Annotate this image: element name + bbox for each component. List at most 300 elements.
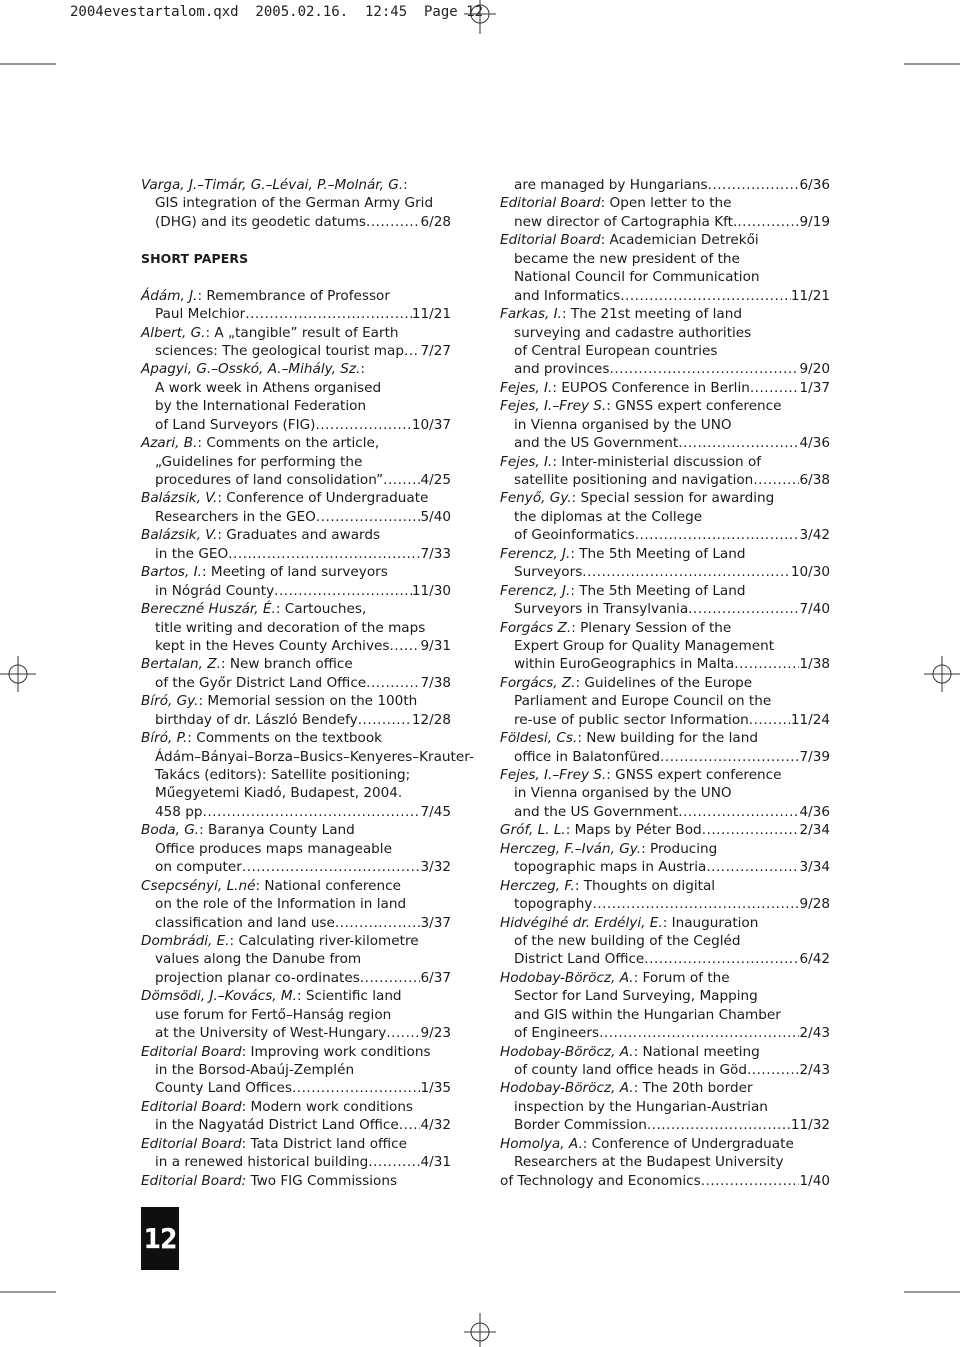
entry-line bbox=[500, 360, 830, 378]
page-ref: 10/30 bbox=[790, 564, 830, 581]
entry-text: of Central European countries bbox=[514, 342, 718, 359]
entry-text: Fejes, I. bbox=[500, 379, 553, 396]
entry-text: Bíró, P. bbox=[141, 730, 188, 747]
entry-author-line bbox=[500, 1043, 830, 1061]
entry-text: Herczeg, F.–Iván, Gy. bbox=[500, 840, 642, 857]
crop-marks-top-right bbox=[900, 26, 960, 66]
dot-leader bbox=[242, 858, 421, 876]
entry-text: Researchers at the Budapest University bbox=[514, 1154, 784, 1171]
page-ref: 10/37 bbox=[411, 416, 451, 433]
entry-text: : Forum of the bbox=[633, 969, 730, 986]
entry-text: Dömsödi, J.–Kovács, M. bbox=[141, 988, 297, 1005]
entry-author-line bbox=[500, 969, 830, 987]
entry-text: County Land Offices bbox=[155, 1080, 292, 1097]
page-ref: 1/35 bbox=[420, 1080, 451, 1097]
entry-text: in Vienna organised by the UNO bbox=[514, 416, 732, 433]
dot-leader bbox=[635, 526, 800, 544]
entry-text: Műegyetemi Kiadó, Budapest, 2004. bbox=[155, 785, 403, 802]
entry-text: of Engineers bbox=[514, 1025, 600, 1042]
entry-text: Researchers in the GEO bbox=[155, 508, 316, 525]
entry-author-line bbox=[141, 1172, 451, 1190]
registration-mark-left bbox=[0, 654, 36, 694]
dot-leader bbox=[389, 637, 420, 655]
dot-leader bbox=[360, 969, 421, 987]
entry-text: Bertalan, Z. bbox=[141, 656, 221, 673]
entry-author-line bbox=[500, 545, 830, 563]
entry-text: : Scientific land bbox=[296, 988, 402, 1005]
entry-text: : New branch office bbox=[220, 656, 353, 673]
dot-leader bbox=[315, 416, 411, 434]
entry-line bbox=[141, 858, 451, 876]
entry-text: topography bbox=[514, 896, 593, 913]
page-ref: 7/45 bbox=[420, 803, 451, 820]
dot-leader bbox=[734, 655, 799, 673]
entry-line bbox=[141, 637, 451, 655]
entry-text: : Plenary Session of the bbox=[571, 619, 732, 636]
page-ref: 6/42 bbox=[799, 951, 830, 968]
entry-text: Fejes, I.–Frey S. bbox=[500, 398, 607, 415]
page-ref: 2/43 bbox=[799, 1062, 830, 1078]
entry-line bbox=[500, 803, 830, 821]
page-ref: 9/20 bbox=[799, 361, 830, 378]
entry-text: Border Commission bbox=[514, 1117, 647, 1134]
entry-text: within EuroGeographics in Malta bbox=[514, 656, 735, 673]
entry-line bbox=[141, 914, 451, 932]
entry-text: Fejes, I.–Frey S. bbox=[500, 767, 607, 783]
page-ref: 11/21 bbox=[790, 287, 830, 304]
entry-author-line bbox=[500, 453, 830, 471]
entry-author-line bbox=[500, 729, 830, 747]
page-ref: 5/40 bbox=[420, 508, 451, 525]
entry-author-line bbox=[500, 397, 830, 415]
dot-leader bbox=[316, 508, 421, 526]
entry-text: : Remembrance of Professor bbox=[197, 287, 390, 304]
dot-leader bbox=[610, 360, 800, 378]
entry-line bbox=[500, 471, 830, 489]
entry-line bbox=[500, 895, 830, 913]
dot-leader bbox=[366, 213, 420, 231]
page-ref: 9/31 bbox=[420, 637, 451, 654]
entry-author-line bbox=[500, 619, 830, 637]
page-ref: 11/32 bbox=[790, 1117, 830, 1134]
entry-author-line bbox=[500, 582, 830, 600]
entry-line bbox=[141, 416, 451, 434]
page-ref: 11/24 bbox=[790, 711, 830, 728]
dot-leader bbox=[383, 471, 420, 489]
entry-text: : Modern work conditions bbox=[241, 1098, 414, 1115]
page-ref: 11/21 bbox=[411, 306, 451, 323]
entry-author-line bbox=[141, 729, 451, 747]
entry-line bbox=[141, 582, 451, 600]
entry-line bbox=[500, 655, 830, 673]
entry-text: National Council for Communication bbox=[514, 269, 760, 286]
page-ref: 4/36 bbox=[799, 435, 830, 452]
entry-text: and the US Government bbox=[514, 803, 679, 820]
entry-text: Balázsik, V. bbox=[141, 490, 218, 507]
entry-text: Azari, B. bbox=[141, 435, 198, 452]
entry-text: : Thoughts on digital bbox=[574, 877, 716, 894]
entry-line bbox=[141, 508, 451, 526]
entry-text: re-use of public sector Information bbox=[514, 711, 749, 728]
entry-line bbox=[500, 434, 830, 452]
entry-text: „Guidelines for performing the bbox=[155, 453, 363, 470]
entry-author-line bbox=[500, 766, 830, 784]
entry-author-line bbox=[141, 287, 451, 305]
entry-line bbox=[141, 711, 451, 729]
entry-text: and provinces bbox=[514, 361, 610, 378]
dot-leader bbox=[647, 1116, 791, 1134]
dot-leader bbox=[749, 711, 791, 729]
entry-author-line bbox=[141, 877, 451, 895]
dot-leader bbox=[678, 803, 799, 821]
entry-text: Paul Melchior bbox=[155, 306, 246, 323]
entry-text: : Improving work conditions bbox=[241, 1043, 431, 1060]
page-ref: 2/43 bbox=[799, 1025, 830, 1042]
registration-mark-top bbox=[462, 0, 498, 36]
entry-text: in Nógrád County bbox=[155, 582, 275, 599]
entry-text: office in Balatonfüred bbox=[514, 748, 661, 765]
dot-leader bbox=[660, 748, 799, 766]
entry-author-line bbox=[141, 1135, 451, 1153]
page-ref: 4/32 bbox=[420, 1117, 451, 1134]
entry-text: Ferencz, J. bbox=[500, 582, 571, 599]
entry-text: new director of Cartographia Kft. bbox=[514, 213, 738, 230]
entry-text: Boda, G. bbox=[141, 822, 200, 839]
page-ref: 7/33 bbox=[420, 545, 451, 562]
entry-text: : Open letter to the bbox=[600, 195, 732, 212]
dot-leader bbox=[358, 711, 412, 729]
entry-line bbox=[500, 950, 830, 968]
dot-leader bbox=[599, 1024, 799, 1042]
dot-leader bbox=[753, 471, 799, 489]
dot-leader bbox=[592, 895, 799, 913]
entry-author-line bbox=[141, 692, 451, 710]
entry-text: : Comments on the article, bbox=[197, 435, 380, 452]
entry-text: Csepcsényi, L.né bbox=[141, 877, 256, 894]
entry-text: in the Nagyatád District Land Office bbox=[155, 1117, 399, 1134]
entry-author-line bbox=[141, 821, 451, 839]
page-ref: 9/23 bbox=[420, 1025, 451, 1042]
entry-text: classification and land use bbox=[155, 914, 335, 931]
entry-line bbox=[500, 711, 830, 729]
entry-line bbox=[500, 1172, 830, 1190]
entry-text: Ádám–Bányai–Borza–Busics–Kenyeres–Krauter- bbox=[155, 748, 474, 765]
entry-text: : Cartouches, bbox=[275, 601, 367, 618]
page-ref: 3/37 bbox=[420, 914, 451, 931]
dot-leader bbox=[678, 434, 799, 452]
entry-text: Forgács Z. bbox=[500, 619, 572, 636]
section-heading: SHORT PAPERS bbox=[141, 250, 249, 266]
entry-text: Hodobay-Böröcz, A. bbox=[500, 1043, 634, 1060]
entry-author-line bbox=[500, 674, 830, 692]
entry-text: Földesi, Cs. bbox=[500, 730, 578, 747]
entry-text: : Calculating river-kilometre bbox=[229, 932, 419, 949]
entry-text: Office produces maps manageable bbox=[155, 840, 392, 857]
page-ref: 1/38 bbox=[799, 656, 830, 673]
entry-text: : The 5th Meeting of Land bbox=[570, 545, 746, 562]
entry-line bbox=[141, 342, 451, 360]
page-ref: 4/25 bbox=[420, 472, 451, 488]
entry-text: are managed by Hungarians bbox=[514, 177, 708, 193]
entry-author-line bbox=[500, 840, 830, 858]
page-ref: 6/28 bbox=[420, 213, 451, 230]
entry-text: Bartos, I. bbox=[141, 564, 202, 581]
entry-author-line bbox=[500, 821, 830, 839]
entry-text: : A „tangible” result of Earth bbox=[205, 324, 399, 341]
entry-text: Two FIG Commissions bbox=[246, 1172, 398, 1189]
entry-author-line bbox=[141, 489, 451, 507]
dot-leader bbox=[245, 305, 412, 323]
entry-text: : GNSS expert conference bbox=[606, 767, 782, 783]
entry-text: Herczeg, F. bbox=[500, 877, 575, 894]
entry-text: : Inauguration bbox=[662, 914, 759, 931]
dot-leader bbox=[399, 1116, 421, 1134]
entry-text: procedures of land consolidation” bbox=[155, 472, 384, 488]
dot-leader bbox=[620, 287, 791, 305]
entry-text: Editorial Board bbox=[141, 1098, 242, 1115]
page-ref: 3/34 bbox=[799, 859, 830, 876]
page-ref: 6/37 bbox=[420, 969, 451, 986]
entry-author-line bbox=[141, 434, 451, 452]
entry-author-line bbox=[141, 1043, 451, 1061]
entry-text: : Conference of Undergraduate bbox=[582, 1135, 794, 1152]
entry-text: (DHG) and its geodetic datums bbox=[155, 213, 366, 230]
page-ref: 2/34 bbox=[799, 822, 830, 839]
entry-text: Forgács, Z. bbox=[500, 674, 576, 691]
entry-text: Surveyors bbox=[514, 564, 583, 581]
page-ref: 1/40 bbox=[799, 1172, 830, 1189]
entry-text: : Special session for awarding bbox=[571, 490, 775, 507]
entry-author-line bbox=[500, 877, 830, 895]
entry-line bbox=[500, 287, 830, 305]
entry-line bbox=[141, 1079, 451, 1097]
entry-author-line: Apagyi, G.–Osskó, A.–Mihály, Sz.: bbox=[141, 361, 365, 378]
entry-text: of Technology and Economics bbox=[500, 1172, 701, 1189]
entry-text: satellite positioning and navigation bbox=[514, 472, 754, 488]
entry-line bbox=[141, 545, 451, 563]
entry-text: : Maps by Péter Bod bbox=[565, 822, 702, 839]
entry-author-line bbox=[500, 305, 830, 323]
crop-marks-bottom-right bbox=[900, 1290, 960, 1330]
dot-leader bbox=[404, 342, 420, 360]
entry-text: at the University of West-Hungary bbox=[155, 1025, 387, 1042]
entry-author-line bbox=[141, 1098, 451, 1116]
entry-text: use forum for Fertő–Hanság region bbox=[155, 1006, 392, 1023]
entry-text: Parliament and Europe Council on the bbox=[514, 693, 772, 710]
entry-text: topographic maps in Austria bbox=[514, 859, 707, 876]
entry-author-line bbox=[141, 600, 451, 618]
entry-text: Bereczné Huszár, É. bbox=[141, 601, 276, 618]
entry-text: became the new president of the bbox=[514, 250, 740, 267]
entry-line bbox=[141, 305, 451, 323]
entry-line bbox=[141, 1024, 451, 1042]
entry-text: : Baranya County Land bbox=[199, 822, 355, 839]
entry-text: Editorial Board bbox=[500, 195, 601, 212]
dot-leader bbox=[274, 582, 412, 600]
dot-leader bbox=[644, 950, 799, 968]
entry-text: the diplomas at the College bbox=[514, 508, 703, 525]
entry-text: and Informatics bbox=[514, 287, 621, 304]
registration-mark-bottom bbox=[462, 1310, 498, 1347]
entry-line bbox=[141, 803, 451, 821]
page-ref: 3/32 bbox=[420, 859, 451, 876]
page-ref: 7/39 bbox=[799, 748, 830, 765]
entry-text: : The 20th border bbox=[633, 1080, 753, 1097]
entry-text: Balázsik, V. bbox=[141, 527, 218, 544]
dot-leader bbox=[706, 858, 799, 876]
dot-leader bbox=[747, 1061, 800, 1079]
entry-text: in a renewed historical building bbox=[155, 1154, 369, 1171]
entry-text: Farkas, I. bbox=[500, 306, 562, 323]
entry-line bbox=[500, 213, 830, 231]
entry-author-line bbox=[500, 231, 830, 249]
page-ref: 11/30 bbox=[411, 582, 451, 599]
dot-leader bbox=[292, 1079, 421, 1097]
entry-text: projection planar co-ordinates bbox=[155, 969, 360, 986]
entry-text: Surveyors in Transylvania bbox=[514, 601, 689, 618]
entry-text: : Meeting of land surveyors bbox=[201, 564, 388, 581]
dot-leader bbox=[737, 213, 799, 231]
entry-title-line: GIS integration of the German Army Grid bbox=[155, 195, 434, 212]
entry-line bbox=[141, 969, 451, 987]
entry-author-line bbox=[500, 1135, 830, 1153]
entry-text: : Graduates and awards bbox=[217, 527, 381, 544]
page-ref: 6/38 bbox=[799, 472, 830, 488]
entry-text: Takács (editors): Satellite positioning; bbox=[155, 767, 411, 783]
entry-text: on computer bbox=[155, 859, 242, 876]
page-number-tab: 12 bbox=[141, 1207, 179, 1270]
entry-text: in Vienna organised by the UNO bbox=[514, 785, 732, 802]
entry-line bbox=[500, 858, 830, 876]
file-slug: 2004evestartalom.qxd 2005.02.16. 12:45 Page 12 bbox=[70, 4, 484, 20]
entry-text: Hodobay-Böröcz, A. bbox=[500, 1080, 634, 1097]
entry-line bbox=[141, 1153, 451, 1171]
entry-text: title writing and decoration of the maps bbox=[155, 619, 426, 636]
entry-author-line bbox=[500, 489, 830, 507]
entry-line bbox=[500, 563, 830, 581]
right-column bbox=[500, 176, 830, 1190]
entry-author-line bbox=[141, 324, 451, 342]
entry-text: : EUPOS Conference in Berlin bbox=[552, 379, 750, 396]
entry-text: Expert Group for Quality Management bbox=[514, 637, 775, 654]
dot-leader bbox=[203, 803, 421, 821]
entry-author-line bbox=[500, 194, 830, 212]
entry-text: : Academician Detrekői bbox=[600, 232, 759, 249]
dot-leader bbox=[582, 563, 791, 581]
entry-author-line bbox=[500, 914, 830, 932]
entry-author-line bbox=[141, 655, 451, 673]
page-ref: 6/36 bbox=[799, 177, 830, 193]
entry-author-line bbox=[141, 987, 451, 1005]
entry-text: : New building for the land bbox=[577, 730, 758, 747]
dot-leader bbox=[750, 379, 800, 397]
entry-author-line bbox=[141, 932, 451, 950]
entry-line bbox=[500, 1116, 830, 1134]
entry-text: of Land Surveyors (FIG) bbox=[155, 416, 316, 433]
entry-author-line: Varga, J.–Timár, G.–Lévai, P.–Molnár, G.: bbox=[141, 177, 408, 193]
entry-text: Editorial Board bbox=[500, 232, 601, 249]
entry-text: of Geoinformatics bbox=[514, 527, 635, 544]
page-ref: 9/28 bbox=[799, 896, 830, 913]
entry-text: sciences: The geological tourist map bbox=[155, 342, 405, 359]
entry-text: Fenyő, Gy. bbox=[500, 490, 572, 507]
entry-text: : Tata District land office bbox=[241, 1135, 408, 1152]
page-ref: 7/27 bbox=[420, 342, 451, 359]
entry-text: Hidvégihé dr. Erdélyi, E. bbox=[500, 914, 663, 931]
entry-text: Fejes, I. bbox=[500, 453, 553, 470]
entry-text: of the Győr District Land Office bbox=[155, 674, 367, 691]
entry-line bbox=[141, 1116, 451, 1134]
entry-line bbox=[500, 526, 830, 544]
entry-text: values along the Danube from bbox=[155, 951, 362, 968]
entry-title-line bbox=[141, 213, 451, 231]
entry-text: in the GEO bbox=[155, 545, 229, 562]
entry-text: Ádám, J. bbox=[141, 287, 198, 304]
entry-text: Ferencz, J. bbox=[500, 545, 571, 562]
entry-text: Editorial Board bbox=[141, 1043, 242, 1060]
entry-text: : The 21st meeting of land bbox=[562, 306, 742, 323]
dot-leader bbox=[368, 1153, 420, 1171]
entry-text: 458 pp bbox=[155, 803, 203, 820]
entry-text: inspection by the Hungarian-Austrian bbox=[514, 1098, 768, 1115]
entry-line bbox=[500, 748, 830, 766]
dot-leader bbox=[702, 821, 800, 839]
page-ref: 12/28 bbox=[411, 711, 451, 728]
entry-text: : The 5th Meeting of Land bbox=[570, 582, 746, 599]
entry-text: Hodobay-Böröcz, A. bbox=[500, 969, 634, 986]
entry-text: birthday of dr. László Bendefy bbox=[155, 711, 358, 728]
entry-text: Homolya, A. bbox=[500, 1135, 583, 1152]
entry-text: : Guidelines of the Europe bbox=[575, 674, 753, 691]
entry-text: : Conference of Undergraduate bbox=[217, 490, 429, 507]
page-ref: 3/42 bbox=[799, 527, 830, 544]
entry-text: of the new building of the Cegléd bbox=[514, 932, 741, 949]
dot-leader bbox=[386, 1024, 420, 1042]
dot-leader bbox=[708, 176, 800, 194]
entry-text: : Memorial session on the 100th bbox=[198, 693, 418, 710]
entry-line bbox=[500, 1024, 830, 1042]
entry-text: surveying and cadastre authorities bbox=[514, 324, 752, 341]
entry-text: kept in the Heves County Archives bbox=[155, 637, 390, 654]
entry-text: : Producing bbox=[641, 840, 718, 857]
entry-text: : Comments on the textbook bbox=[187, 730, 383, 747]
page-ref: 4/36 bbox=[799, 803, 830, 820]
left-column bbox=[141, 176, 474, 1190]
entry-line bbox=[500, 600, 830, 618]
entry-text: : National meeting bbox=[633, 1043, 760, 1060]
dot-leader bbox=[335, 914, 421, 932]
page-ref: 9/19 bbox=[799, 213, 830, 230]
entry-text: Editorial Board bbox=[141, 1135, 242, 1152]
entry-text: A work week in Athens organised bbox=[155, 379, 382, 396]
entry-text: District Land Office bbox=[514, 951, 645, 968]
entry-text: Varga, J.–Timár, G.–Lévai, P.–Molnár, G. bbox=[141, 177, 404, 193]
entry-line bbox=[500, 176, 830, 194]
entry-line bbox=[500, 1061, 830, 1079]
entry-author-line bbox=[500, 1079, 830, 1097]
entry-text: Dombrádi, E. bbox=[141, 932, 230, 949]
entry-line bbox=[141, 268, 451, 286]
entry-text: : Inter-ministerial discussion of bbox=[552, 453, 762, 470]
registration-mark-right bbox=[924, 654, 960, 694]
crop-marks-top-left bbox=[0, 26, 60, 66]
entry-text: : GNSS expert conference bbox=[606, 398, 782, 415]
entry-text: Apagyi, G.–Osskó, A.–Mihály, Sz. bbox=[141, 361, 361, 378]
page-ref: 7/40 bbox=[799, 601, 830, 618]
entry-line bbox=[141, 674, 451, 692]
page-ref: 4/31 bbox=[420, 1154, 451, 1171]
entry-text: Gróf, L. L. bbox=[500, 822, 566, 839]
